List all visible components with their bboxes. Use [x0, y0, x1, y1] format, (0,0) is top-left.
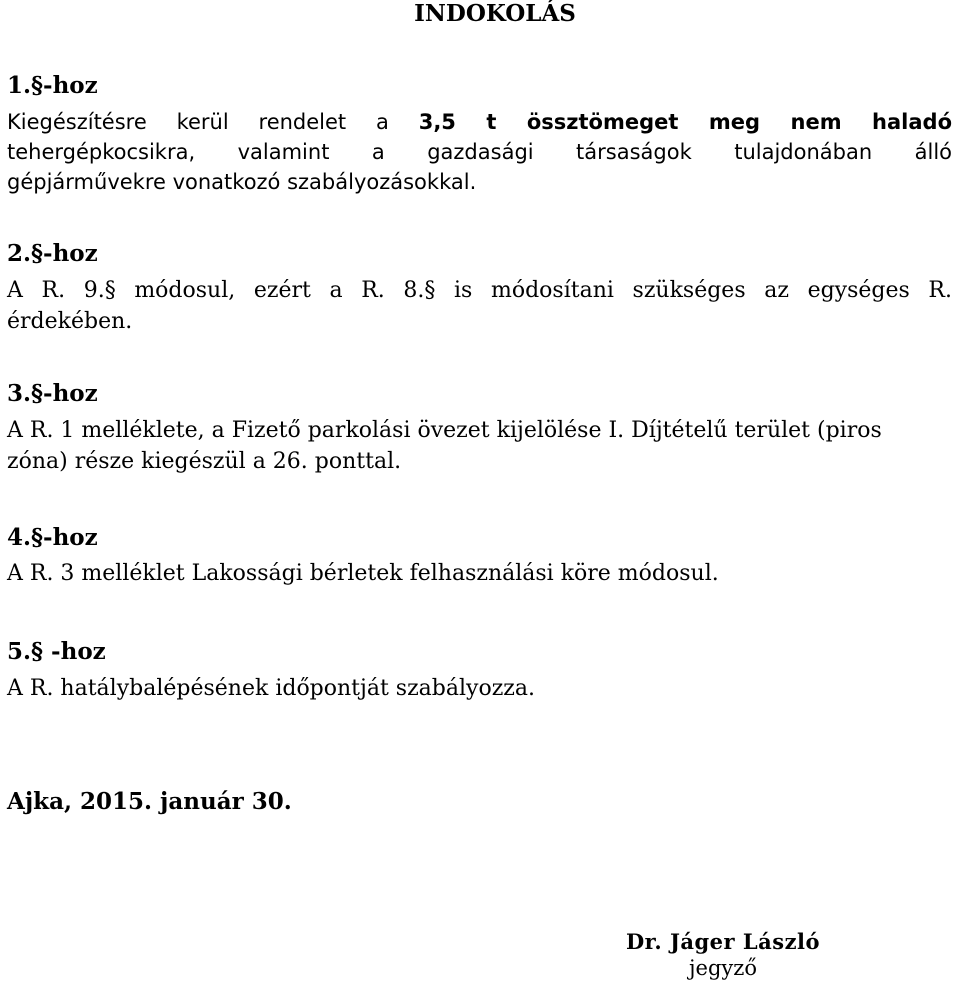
section-4-line-1: A R. 3 melléklet Lakossági bérletek felhasználási köre módosul. — [7, 561, 719, 586]
place-date: Ajka, 2015. január 30. — [7, 788, 292, 815]
section-5-heading: 5.§ -hoz — [7, 638, 106, 665]
section-1-line-2: tehergépkocsikra, valamint a gazdasági társaságok tulajdonában álló — [7, 140, 952, 164]
signatory-role: jegyző — [689, 956, 757, 980]
section-4-heading: 4.§-hoz — [7, 524, 98, 551]
section-1-line-3: gépjárművekre vonatkozó szabályozásokkal. — [7, 170, 477, 194]
signature-block — [588, 929, 858, 980]
section-5-line-1: A R. hatálybalépésének időpontját szabályozza. — [7, 676, 535, 701]
section-1-line-1: Kiegészítésre kerül rendelet a 3,5 t össztömeget meg nem haladó — [7, 110, 952, 134]
section-3-line-1: A R. 1 melléklete, a Fizető parkolási övezet kijelölése I. Díjtételű terület (piros — [7, 418, 882, 443]
signatory-name: Dr. Jáger László — [625, 929, 821, 954]
section-3-line-2: zóna) része kiegészül a 26. ponttal. — [7, 449, 402, 474]
section-2-line-2: érdekében. — [7, 309, 133, 334]
section-3-heading: 3.§-hoz — [7, 380, 98, 407]
section-2-line-1: A R. 9.§ módosul, ezért a R. 8.§ is módosítani szükséges az egységes R. — [7, 278, 952, 303]
section-1-heading: 1.§-hoz — [7, 72, 98, 99]
section-2-heading: 2.§-hoz — [7, 240, 98, 267]
document-title: INDOKOLÁS — [414, 0, 576, 27]
